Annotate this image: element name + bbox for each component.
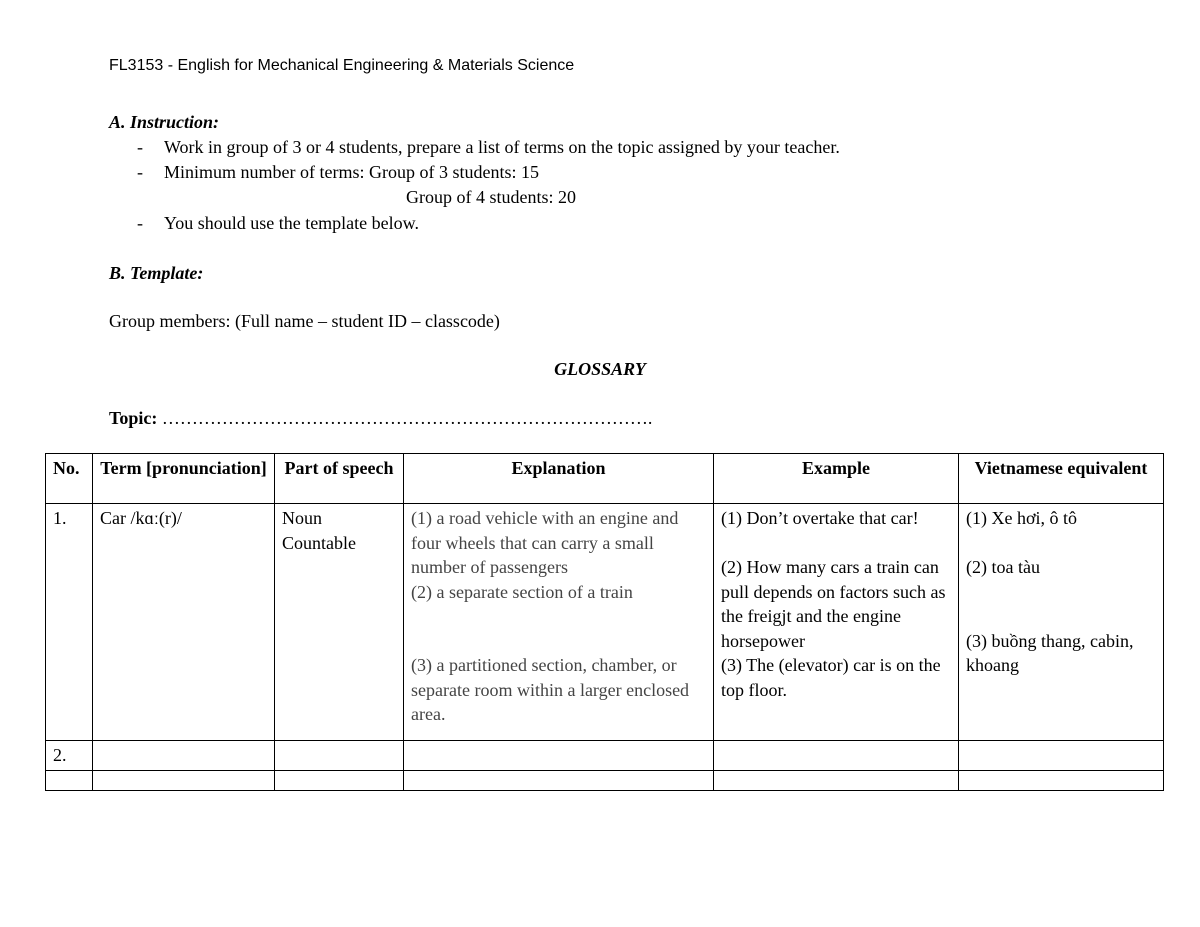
instruction-item: Work in group of 3 or 4 students, prepare a list of terms on the topic assigned by your teacher. (164, 137, 840, 157)
cell-empty (404, 770, 714, 790)
bullet-dash: - (137, 162, 143, 182)
col-header-example: Example (714, 454, 959, 504)
section-a-title: A. Instruction: (109, 112, 220, 132)
cell-empty (46, 770, 93, 790)
cell-empty (93, 741, 275, 771)
cell-explanation: (1) a road vehicle with an engine and four wheels that can carry a small number of passengers (2) a separate section of a train (3) a partitioned section, chamber, or separate room within a larger enclosed area. (404, 504, 714, 741)
cell-example: (1) Don’t overtake that car! (2) How many cars a train can pull depends on factors such as the freigjt and the engine horsepower (3) The (elevator) car is on the top floor. (714, 504, 959, 741)
table-header-row (46, 454, 1164, 504)
group-members-line: Group members: (Full name – student ID – classcode) (109, 311, 500, 331)
glossary-table (45, 453, 1164, 791)
cell-empty (959, 770, 1164, 790)
col-header-term: Term [pronunciation] (93, 454, 275, 504)
table-row (46, 770, 1164, 790)
glossary-title: GLOSSARY (554, 359, 646, 379)
topic-label: Topic: (109, 408, 158, 428)
cell-term: Car /kɑː(r)/ (93, 504, 275, 741)
cell-empty (959, 741, 1164, 771)
cell-vietnamese: (1) Xe hơi, ô tô (2) toa tàu (3) buồng thang, cabin, khoang (959, 504, 1164, 741)
instruction-continuation: Group of 4 students: 20 (406, 187, 576, 207)
col-header-part-of-speech: Part of speech (275, 454, 404, 504)
table-row (46, 741, 1164, 771)
topic-line (109, 408, 652, 429)
bullet-dash: - (137, 213, 143, 233)
instruction-item: Minimum number of terms: Group of 3 students: 15 (164, 162, 539, 182)
col-header-vietnamese: Vietnamese equivalent (959, 454, 1164, 504)
cell-no: 2. (46, 741, 93, 771)
cell-part-of-speech: Noun Countable (275, 504, 404, 741)
document-header: FL3153 - English for Mechanical Engineering & Materials Science (109, 57, 575, 74)
topic-dots: ………………………………………………………………………. (161, 408, 653, 428)
cell-empty (275, 770, 404, 790)
cell-no: 1. (46, 504, 93, 741)
cell-empty (714, 741, 959, 771)
cell-empty (714, 770, 959, 790)
cell-empty (275, 741, 404, 771)
section-b-title: B. Template: (109, 263, 204, 283)
col-header-explanation: Explanation (404, 454, 714, 504)
cell-empty (404, 741, 714, 771)
cell-empty (93, 770, 275, 790)
instruction-item: You should use the template below. (164, 213, 419, 233)
bullet-dash: - (137, 137, 143, 157)
table-row (46, 504, 1164, 741)
col-header-no: No. (46, 454, 93, 504)
